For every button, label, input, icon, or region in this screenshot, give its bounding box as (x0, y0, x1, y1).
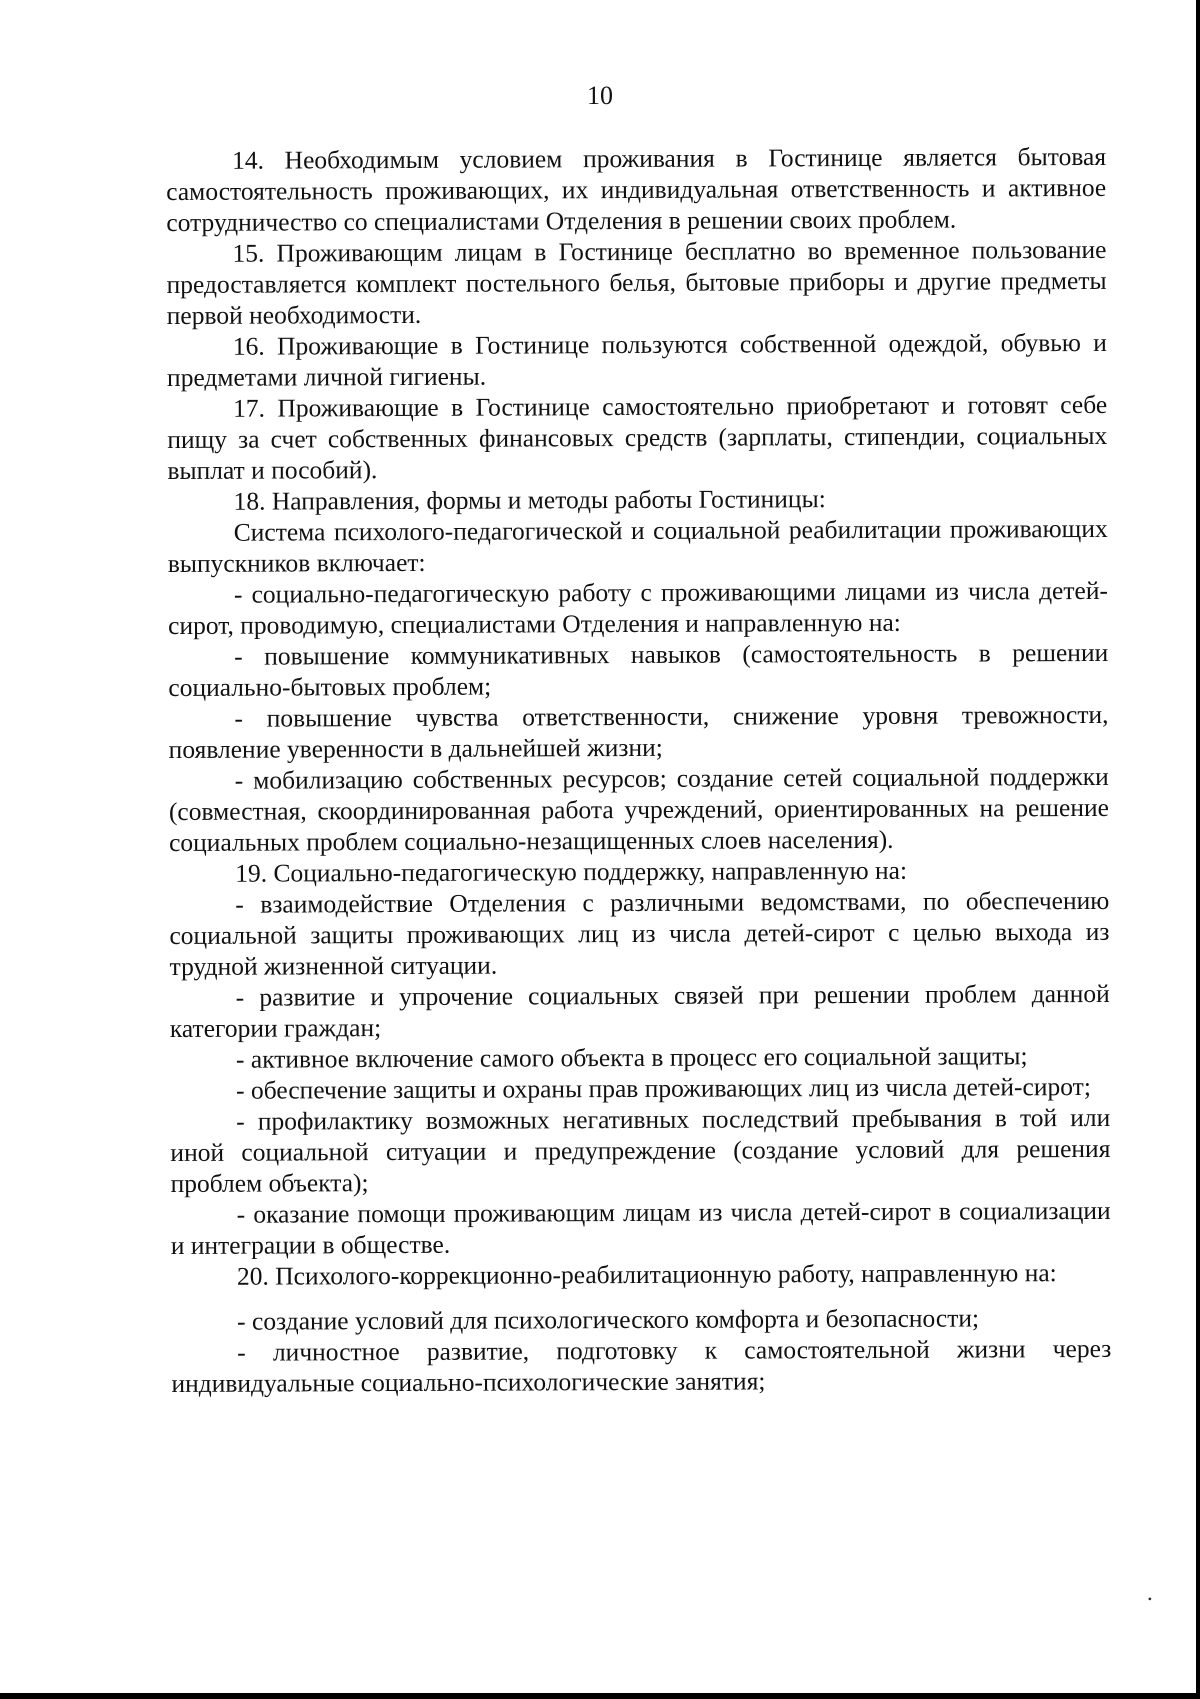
scan-speck: • (1147, 1592, 1152, 1606)
list-item-socialization-help: - оказание помощи проживающим лицам из числа детей-сирот в социализации и интеграции в обществе. (170, 1195, 1111, 1260)
paragraph-rehabilitation-system: Система психолого-педагогической и социальной реабилитации проживающих выпускников включает: (167, 513, 1108, 578)
paragraph-17: 17. Проживающие в Гостинице самостоятельно приобретают и готовят себе пищу за счет собственных финансовых средств (зарплаты, стипендии, социальных выплат и пособий). (167, 389, 1108, 485)
list-item-communication-skills: - повышение коммуникативных навыков (самостоятельность в решении социально-бытовых проблем; (168, 637, 1109, 702)
paragraph-19-heading: 19. Социально-педагогическую поддержку, направленную на: (235, 855, 908, 888)
paragraph-18-heading: 18. Направления, формы и методы работы Гостиницы: (233, 484, 826, 516)
list-item-interagency-cooperation: - взаимодействие Отделения с различными ведомствами, по обеспечению социальной защиты проживающих лиц из числа детей-сирот с целью выхода из трудной жизненной ситуации. (169, 885, 1110, 981)
list-item-prevention: - профилактику возможных негативных последствий пребывания в той или иной социальной ситуации и предупреждение (создание условий для решения проблем объекта); (170, 1102, 1111, 1198)
paragraph-16: 16. Проживающие в Гостинице пользуются собственной одеждой, обувью и предметами личной гигиены. (166, 327, 1107, 392)
document-body (166, 141, 1111, 1399)
list-item-active-inclusion: - активное включение самого объекта в процесс его социальной защиты; (235, 1041, 1028, 1074)
paragraph-14: 14. Необходимым условием проживания в Гостинице является бытовая самостоятельность проживающих, их индивидуальная ответственность и активное сотрудничество со специалистами Отделения в решении своих проблем. (166, 141, 1107, 237)
list-item-responsibility: - повышение чувства ответственности, снижение уровня тревожности, появление уверенности в дальнейшей жизни; (168, 699, 1109, 764)
list-item-social-pedagogical-work: - социально-педагогическую работу с проживающими лицами из числа детей-сирот, проводимую, специалистами Отделения и направленную на: (168, 575, 1109, 640)
list-item-psychological-comfort: - создание условий для психологического комфорта и безопасности; (237, 1303, 980, 1336)
scan-border-right (1196, 0, 1200, 1699)
list-item-social-ties: - развитие и упрочение социальных связей при решении проблем данной категории граждан; (169, 978, 1110, 1043)
list-item-resource-mobilization: - мобилизацию собственных ресурсов; создание сетей социальной поддержки (совместная, скоординированная работа учреждений, ориентированных на решение социальных проблем социально-незащищенных слоев населения). (168, 761, 1109, 857)
list-item-personal-development: - личностное развитие, подготовку к самостоятельной жизни через индивидуальные социально-психологические занятия; (171, 1333, 1112, 1398)
paragraph-20-heading: 20. Психолого-коррекционно-реабилитационную работу, направленную на: (236, 1258, 1057, 1291)
page-number: 10 (587, 81, 613, 110)
scan-border-bottom (0, 1693, 1200, 1699)
list-item-rights-protection: - обеспечение защиты и охраны прав проживающих лиц из числа детей-сирот; (236, 1071, 1091, 1105)
paragraph-15: 15. Проживающим лицам в Гостинице бесплатно во временное пользование предоставляется комплект постельного белья, бытовые приборы и другие предметы первой необходимости. (166, 234, 1107, 330)
